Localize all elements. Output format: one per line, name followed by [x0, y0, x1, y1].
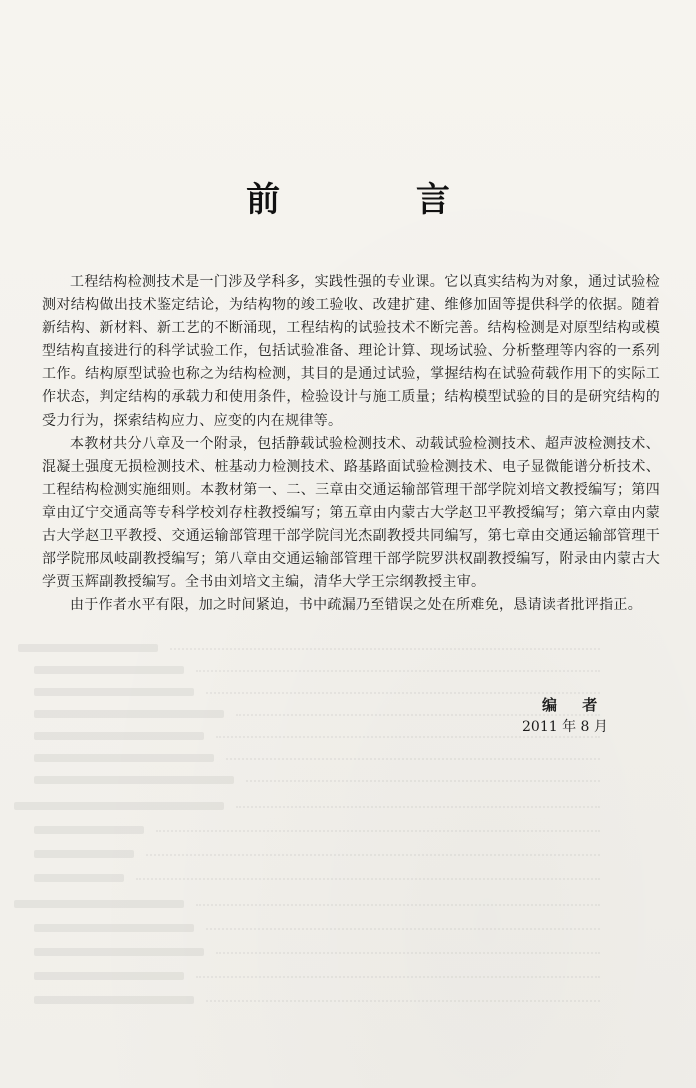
signature-date: 2011 年 8 月: [522, 719, 608, 735]
preface-body: [42, 271, 660, 617]
signature-author: 编 者: [542, 696, 608, 714]
paragraph-intro: 工程结构检测技术是一门涉及学科多，实践性强的专业课。它以真实结构为对象，通过试验检测对结构做出技术鉴定结论，为结构物的竣工验收、改建扩建、维修加固等提供科学的依据。随着新结构、新材料、新工艺的不断涌现，工程结构的试验技术不断完善。结构检测是对原型结构或模型结构直接进行的科学试验工作，包括试验准备、理论计算、现场试验、分析整理等内容的一系列工作。结构原型试验也称之为结构检测，其目的是通过试验，掌握结构在试验荷载作用下的实际工作状态，判定结构的承载力和使用条件，检验设计与施工质量；结构模型试验的目的是研究结构的受力行为，探索结构应力、应变的内在规律等。: [42, 274, 660, 429]
page-title: 前 言: [246, 180, 512, 220]
paragraph-contents-authors: 本教材共分八章及一个附录，包括静载试验检测技术、动载试验检测技术、超声波检测技术、混凝土强度无损检测技术、桩基动力检测技术、路基路面试验检测技术、电子显微能谱分析技术、工程结构检测实施细则。本教材第一、二、三章由交通运输部管理干部学院刘培文教授编写；第四章由辽宁交通高等专科学校刘存柱教授编写；第五章由内蒙古大学赵卫平教授编写；第六章由内蒙古大学赵卫平教授、交通运输部管理干部学院闫光杰副教授共同编写，第七章由交通运输部管理干部学院邢凤岐副教授编写；第八章由交通运输部管理干部学院罗洪权副教授编写，附录由内蒙古大学贾玉辉副教授编写。全书由刘培文主编，清华大学王宗纲教授主审。: [42, 435, 660, 591]
paragraph-closing: 由于作者水平有限，加之时间紧迫，书中疏漏乃至错误之处在所难免，恳请读者批评指正。: [70, 597, 642, 614]
signature-block: [496, 694, 626, 738]
